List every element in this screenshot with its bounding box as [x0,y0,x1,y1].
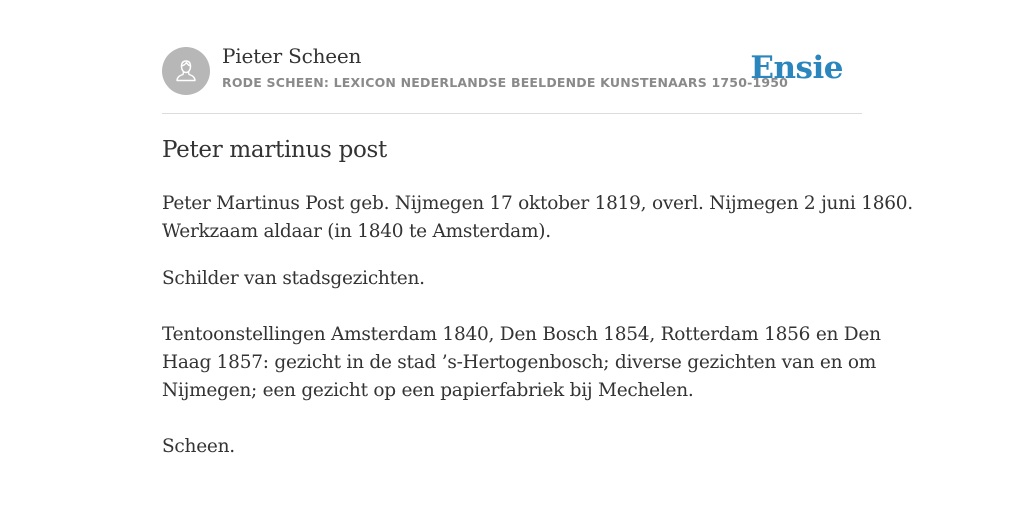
text-line: Peter Martinus Post geb. Nijmegen 17 oktober 1819, overl. Nijmegen 2 juni 1860. [162,193,913,214]
author-name[interactable]: Pieter Scheen [222,44,362,68]
text-line: Haag 1857: gezicht in de stad ’s-Hertogenbosch; diverse gezichten van en om [162,352,877,373]
paragraph-biography [162,190,913,246]
paragraph-source [162,433,862,461]
paragraph-profession [162,265,862,293]
user-icon [172,57,200,85]
paragraph-exhibitions [162,321,881,405]
author-avatar[interactable] [162,47,210,95]
entry-header [162,0,862,114]
ensie-logo[interactable]: Ensie [750,50,843,86]
text-line: Schilder van stadsgezichten. [162,268,425,289]
text-line: Nijmegen; een gezicht op een papierfabriek bij Mechelen. [162,380,694,401]
text-line: Scheen. [162,436,235,457]
text-line: Werkzaam aldaar (in 1840 te Amsterdam). [162,221,551,242]
entry-page [162,0,913,457]
entry-title: Peter martinus post [162,137,387,163]
text-line: Tentoonstellingen Amsterdam 1840, Den Bosch 1854, Rotterdam 1856 en Den [162,324,881,345]
source-title[interactable]: RODE SCHEEN: LEXICON NEDERLANDSE BEELDENDE KUNSTENAARS 1750-1950 [222,75,789,90]
